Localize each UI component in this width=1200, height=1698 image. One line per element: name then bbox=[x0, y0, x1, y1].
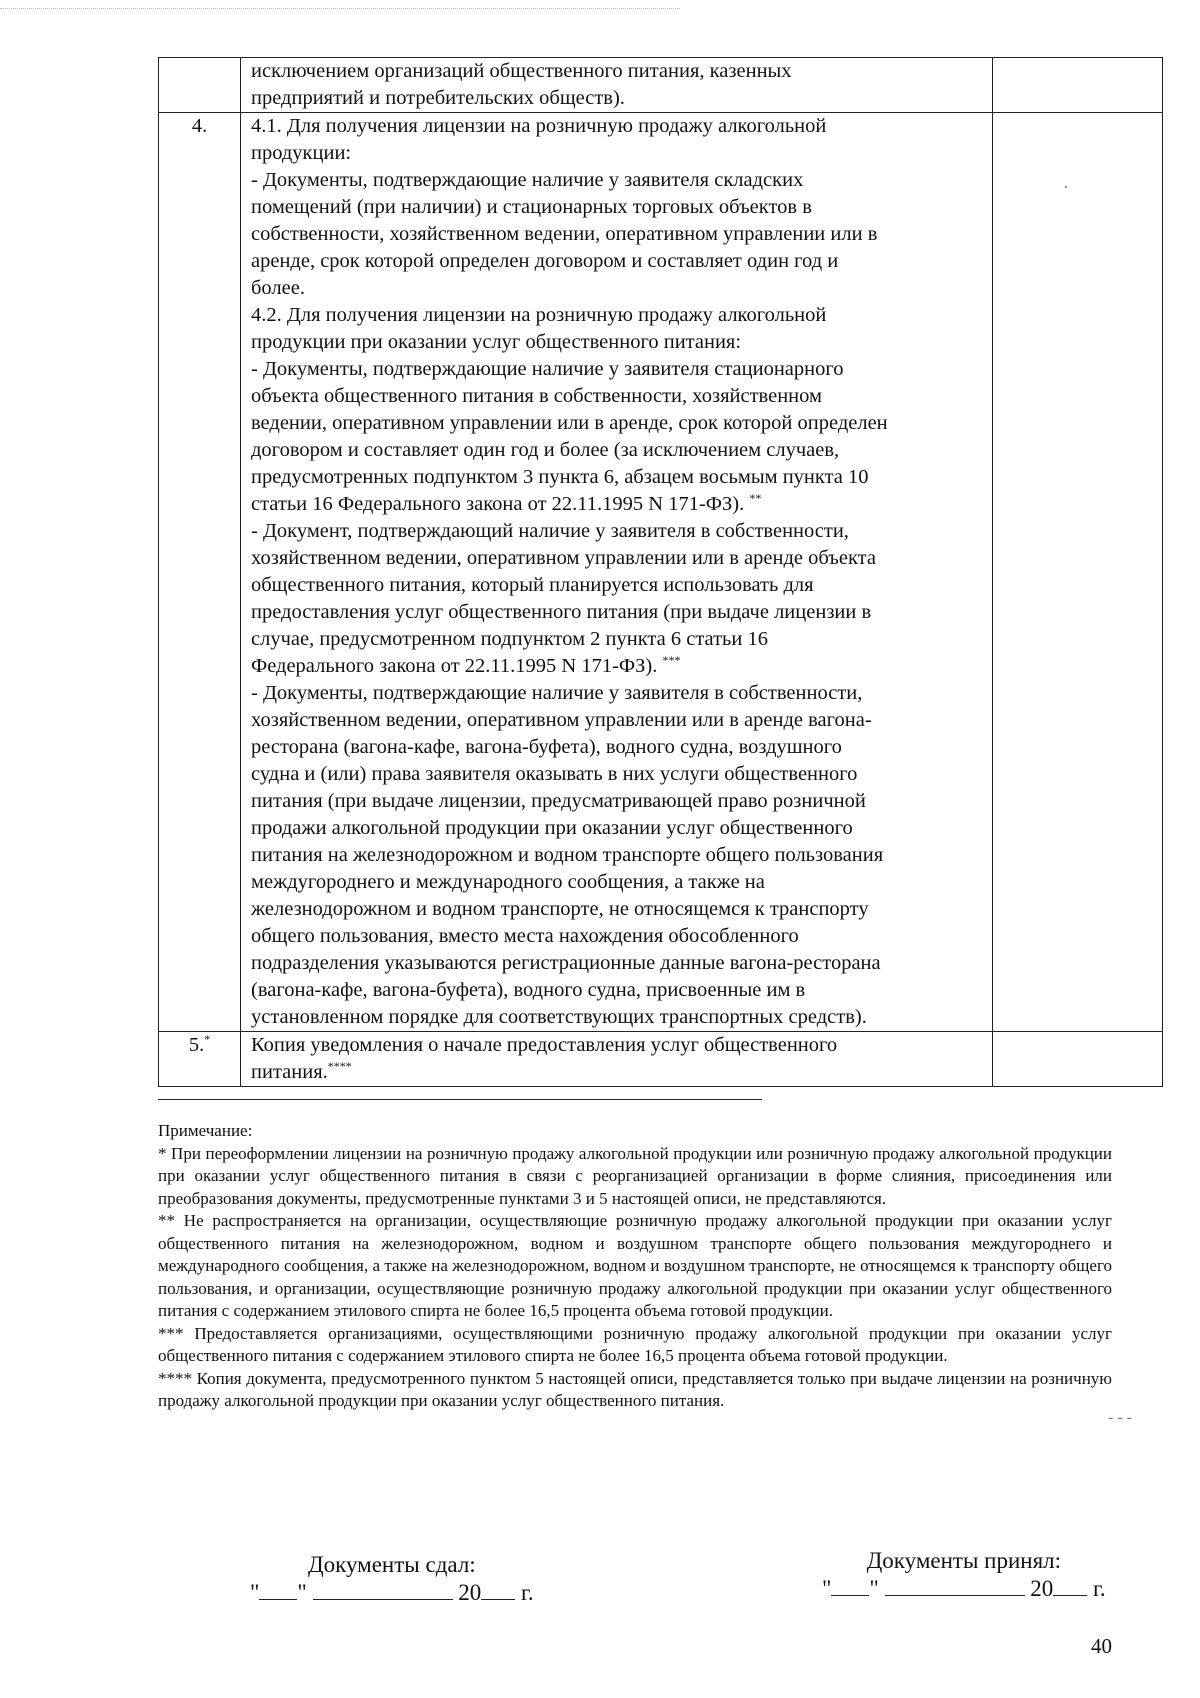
text-line: подразделения указываются регистрационные данные вагона-ресторана bbox=[251, 952, 881, 974]
text-line: железнодорожном и водном транспорте, не относящемся к транспорту bbox=[251, 898, 869, 920]
notes-section bbox=[158, 1120, 1112, 1413]
text-line: продажи алкогольной продукции при оказании услуг общественного bbox=[251, 817, 853, 839]
text-line: предприятий и потребительских обществ). bbox=[251, 87, 625, 109]
footnote-mark: * bbox=[204, 1032, 211, 1047]
text-line: - Документы, подтверждающие наличие у заявителя в собственности, bbox=[251, 682, 863, 704]
text-line: аренде, срок которой определен договором и составляет один год и bbox=[251, 250, 839, 272]
documents-inventory-table bbox=[158, 57, 1163, 1087]
text-line: общественного питания, который планируется использовать для bbox=[251, 574, 814, 596]
text-line: - Документы, подтверждающие наличие у заявителя складских bbox=[251, 169, 804, 191]
text-line: (вагона-кафе, вагона-буфета), водного судна, присвоенные им в bbox=[251, 979, 806, 1001]
row-mark-cell bbox=[993, 1032, 1163, 1087]
row-mark-cell bbox=[993, 113, 1163, 1032]
text-line: продукции: bbox=[251, 142, 352, 164]
text-line: объекта общественного питания в собственности, хозяйственном bbox=[251, 385, 822, 407]
text-line: общего пользования, вместо места нахождения обособленного bbox=[251, 925, 799, 947]
signature-date-line: " " 20 г. bbox=[250, 1580, 534, 1605]
table-row bbox=[159, 113, 1163, 1032]
text-line: - Документы, подтверждающие наличие у заявителя стационарного bbox=[251, 358, 844, 380]
text-line: статьи 16 Федерального закона от 22.11.1995 N 171-ФЗ). ** bbox=[251, 491, 762, 515]
text-line: продукции при оказании услуг общественного питания: bbox=[251, 331, 742, 353]
note-item: *** Предоставляется организациями, осуществляющими розничную продажу алкогольной продукции при оказании услуг общественного питания с содержанием этилового спирта не более 16,5 процента объема готовой продукции. bbox=[158, 1323, 1112, 1365]
text-line: установленном порядке для соответствующих транспортных средств). bbox=[251, 1006, 867, 1028]
row-number bbox=[159, 58, 241, 113]
scan-artifact-line bbox=[0, 8, 680, 9]
text-line: договором и составляет один год и более (за исключением случаев, bbox=[251, 439, 840, 461]
text-line: хозяйственном ведении, оперативном управлении или в аренде объекта bbox=[251, 547, 876, 569]
page-number: 40 bbox=[1091, 1634, 1112, 1658]
text-line: случае, предусмотренном подпунктом 2 пункта 6 статьи 16 bbox=[251, 628, 769, 650]
row-number: 4. bbox=[159, 113, 241, 1032]
text-line: помещений (при наличии) и стационарных торговых объектов в bbox=[251, 196, 812, 218]
footnote-separator bbox=[158, 1099, 762, 1100]
note-item: **** Копия документа, предусмотренного пунктом 5 настоящей описи, представляется только при выдаче лицензии на розничную продажу алкогольной продукции при оказании услуг общественного питания. bbox=[158, 1368, 1112, 1410]
scan-dot bbox=[1065, 186, 1067, 188]
signature-block-received bbox=[822, 1548, 1106, 1602]
signature-date-line: " " 20 г. bbox=[822, 1576, 1106, 1601]
text-line: ресторана (вагона-кафе, вагона-буфета), водного судна, воздушного bbox=[251, 736, 842, 758]
text-line: - Документ, подтверждающий наличие у заявителя в собственности, bbox=[251, 520, 849, 542]
footnote-mark: **** bbox=[327, 1059, 352, 1074]
text-line: предусмотренных подпунктом 3 пункта 6, абзацем восьмым пункта 10 bbox=[251, 466, 869, 488]
row-text bbox=[241, 58, 993, 113]
note-item: ** Не распространяется на организации, осуществляющие розничную продажу алкогольной продукции при оказании услуг общественного питания на железнодорожном, водном и воздушном транспорте общего пользования междугороднего и международного сообщения, а также на железнодорожном, водном и воздушном транспорте, не относящемся к транспорту общего пользования, и организации, осуществляющие розничную продажу алкогольной продукции при оказании услуг общественного питания с содержанием этилового спирта не более 16,5 процента объема готовой продукции. bbox=[158, 1211, 1112, 1320]
text-line: 4.2. Для получения лицензии на розничную продажу алкогольной bbox=[251, 304, 827, 326]
text-line: исключением организаций общественного питания, казенных bbox=[251, 60, 792, 82]
text-line: Федерального закона от 22.11.1995 N 171-ФЗ). *** bbox=[251, 653, 681, 677]
text-line: питания.**** bbox=[251, 1059, 352, 1083]
row-number: 5.* bbox=[159, 1032, 241, 1087]
text-line: хозяйственном ведении, оперативном управлении или в аренде вагона- bbox=[251, 709, 872, 731]
note-item: * При переоформлении лицензии на розничную продажу алкогольной продукции или розничную продажу алкогольной продукции при оказании услуг общественного питания в связи с реорганизацией организации в форме слияния, присоединения или преобразования документы, предусмотренные пунктами 3 и 5 настоящей описи, не представляются. bbox=[158, 1143, 1112, 1208]
text-line: более. bbox=[251, 277, 305, 299]
footnote-mark: ** bbox=[749, 491, 762, 506]
text-line: предоставления услуг общественного питания (при выдаче лицензии в bbox=[251, 601, 872, 623]
text-line: питания на железнодорожном и водном транспорте общего пользования bbox=[251, 844, 884, 866]
text-line: ведении, оперативном управлении или в аренде, срок которой определен bbox=[251, 412, 888, 434]
text-line: 4.1. Для получения лицензии на розничную продажу алкогольной bbox=[251, 115, 827, 137]
table-row bbox=[159, 58, 1163, 113]
text-line: собственности, хозяйственном ведении, оперативном управлении или в bbox=[251, 223, 878, 245]
row-text bbox=[241, 1032, 993, 1087]
row-text bbox=[241, 113, 993, 1032]
signature-block-handed bbox=[250, 1552, 534, 1606]
signature-label: Документы сдал: bbox=[307, 1552, 476, 1577]
text-line: Копия уведомления о начале предоставления услуг общественного bbox=[251, 1034, 838, 1056]
table-row bbox=[159, 1032, 1163, 1087]
text-line: междугороднего и международного сообщения, а также на bbox=[251, 871, 765, 893]
notes-heading: Примечание: bbox=[158, 1121, 253, 1140]
signature-label: Документы принял: bbox=[866, 1548, 1062, 1573]
scan-artifact: - - - bbox=[1108, 1409, 1132, 1426]
text-line: судна и (или) права заявителя оказывать в них услуги общественного bbox=[251, 763, 858, 785]
text-line: питания (при выдаче лицензии, предусматривающей право розничной bbox=[251, 790, 866, 812]
footnote-mark: *** bbox=[662, 653, 681, 668]
row-mark-cell bbox=[993, 58, 1163, 113]
